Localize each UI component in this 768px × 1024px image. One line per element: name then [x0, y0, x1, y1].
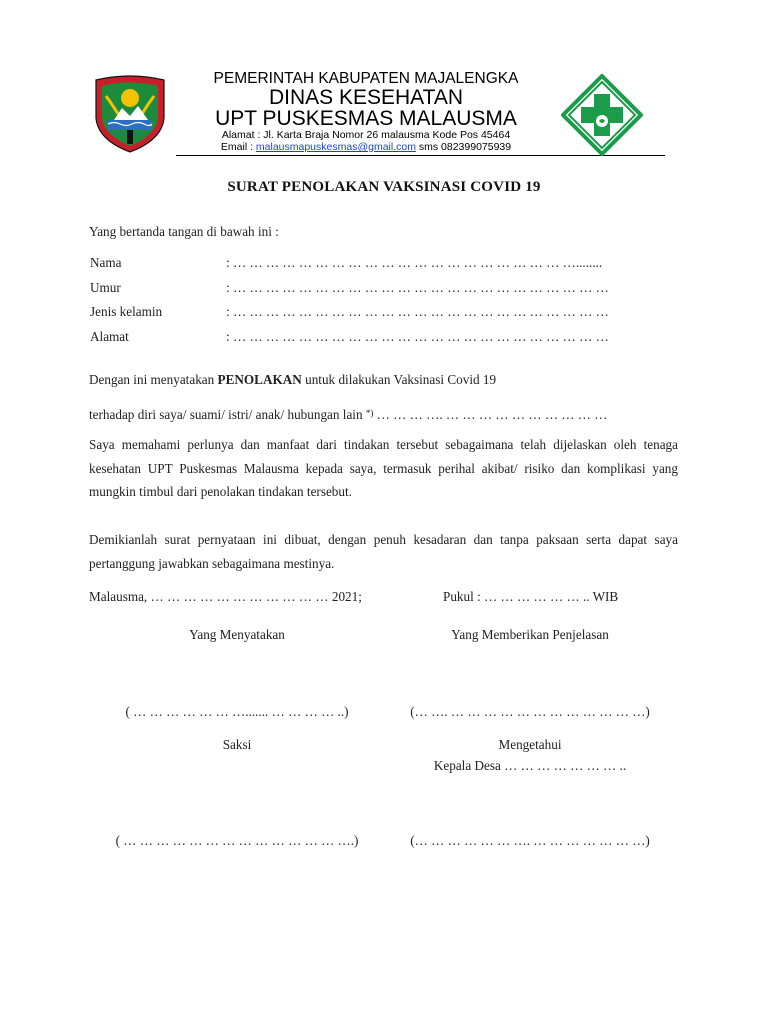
field-label-address: Alamat: [90, 329, 129, 344]
field-value-age: : … … … … … … … … … … … … … … … … … … … … … … …: [226, 280, 609, 295]
signer-title: Yang Menyatakan: [189, 627, 285, 642]
refusal-statement: [89, 372, 496, 388]
explainer-signature-line: (… …. … … … … … … … … … … … …): [410, 704, 650, 719]
field-label-gender: Jenis kelamin: [90, 304, 163, 319]
email-label: Email :: [220, 141, 256, 153]
header-address: Alamat : Jl. Karta Braja Nomor 26 malausma Kode Pos 45464: [221, 129, 511, 141]
statement-before: Dengan ini menyatakan: [89, 372, 218, 387]
refusal-target: [89, 405, 607, 423]
target-dots: … … … …. … … … … … … … … … …: [373, 407, 608, 422]
signer-signature-line: ( … … … … … … …....... … … … … ..): [125, 704, 349, 719]
time-field: Pukul : … … … … … … .. WIB: [443, 589, 619, 604]
understanding-paragraph: Saya memahami perlunya dan manfaat dari tindakan tersebut sebagaimana telah dijelaskan oleh tenaga kesehatan UPT Puskesmas Malausma kepada saya, termasuk perihal akibat/ risiko dan komplikasi yang mungkin timbul dari penolakan tindakan tersebut.: [89, 437, 678, 499]
header-department-line: DINAS KESEHATAN: [268, 86, 464, 109]
village-head-signature-line: (… … … … … … …. … … … … … … …): [410, 833, 650, 848]
puskesmas-logo: [561, 74, 643, 156]
header-government-line: PEMERINTAH KABUPATEN MAJALENGKA: [213, 70, 519, 87]
regency-emblem-logo: [90, 74, 170, 154]
village-head-title: Kepala Desa … … … … … … … ..: [433, 758, 627, 773]
document-title: SURAT PENOLAKAN VAKSINASI COVID 19: [227, 179, 541, 195]
target-text: terhadap diri saya/ suami/ istri/ anak/ hubungan lain: [89, 407, 366, 422]
witness-signature-line: ( … … … … … … … … … … … … … ….): [115, 833, 359, 848]
closing-paragraph: Demikianlah surat pernyataan ini dibuat, dengan penuh kesadaran dan tanpa paksaan serta dapat saya pertanggung jawabkan sebagaimana mestinya.: [89, 532, 678, 571]
explainer-title: Yang Memberikan Penjelasan: [451, 627, 609, 642]
field-value-address: : … … … … … … … … … … … … … … … … … … … … … … …: [226, 329, 609, 344]
footnote-mark: *): [365, 408, 374, 418]
intro-text: Yang bertanda tangan di bawah ini :: [89, 224, 279, 239]
field-value-gender: : … … … … … … … … … … … … … … … … … … … … … … …: [226, 304, 609, 319]
statement-after: untuk dilakukan Vaksinasi Covid 19: [301, 372, 497, 387]
field-value-name: : … … … … … … … … … … … … … … … … … … … … …........: [226, 255, 603, 270]
sms-number: sms 082399075939: [415, 141, 512, 153]
header-institution-line: UPT PUSKESMAS MALAUSMA: [215, 107, 517, 130]
place-date: Malausma, … … … … … … … … … … … 2021;: [89, 589, 362, 604]
field-label-name: Nama: [90, 255, 122, 270]
statement-keyword: PENOLAKAN: [217, 372, 302, 387]
header-contact: [180, 141, 552, 153]
field-label-age: Umur: [90, 280, 121, 295]
witness-title: Saksi: [222, 737, 252, 752]
acknowledge-title: Mengetahui: [498, 737, 562, 752]
email-link[interactable]: malausmapuskesmas@gmail.com: [255, 141, 416, 153]
